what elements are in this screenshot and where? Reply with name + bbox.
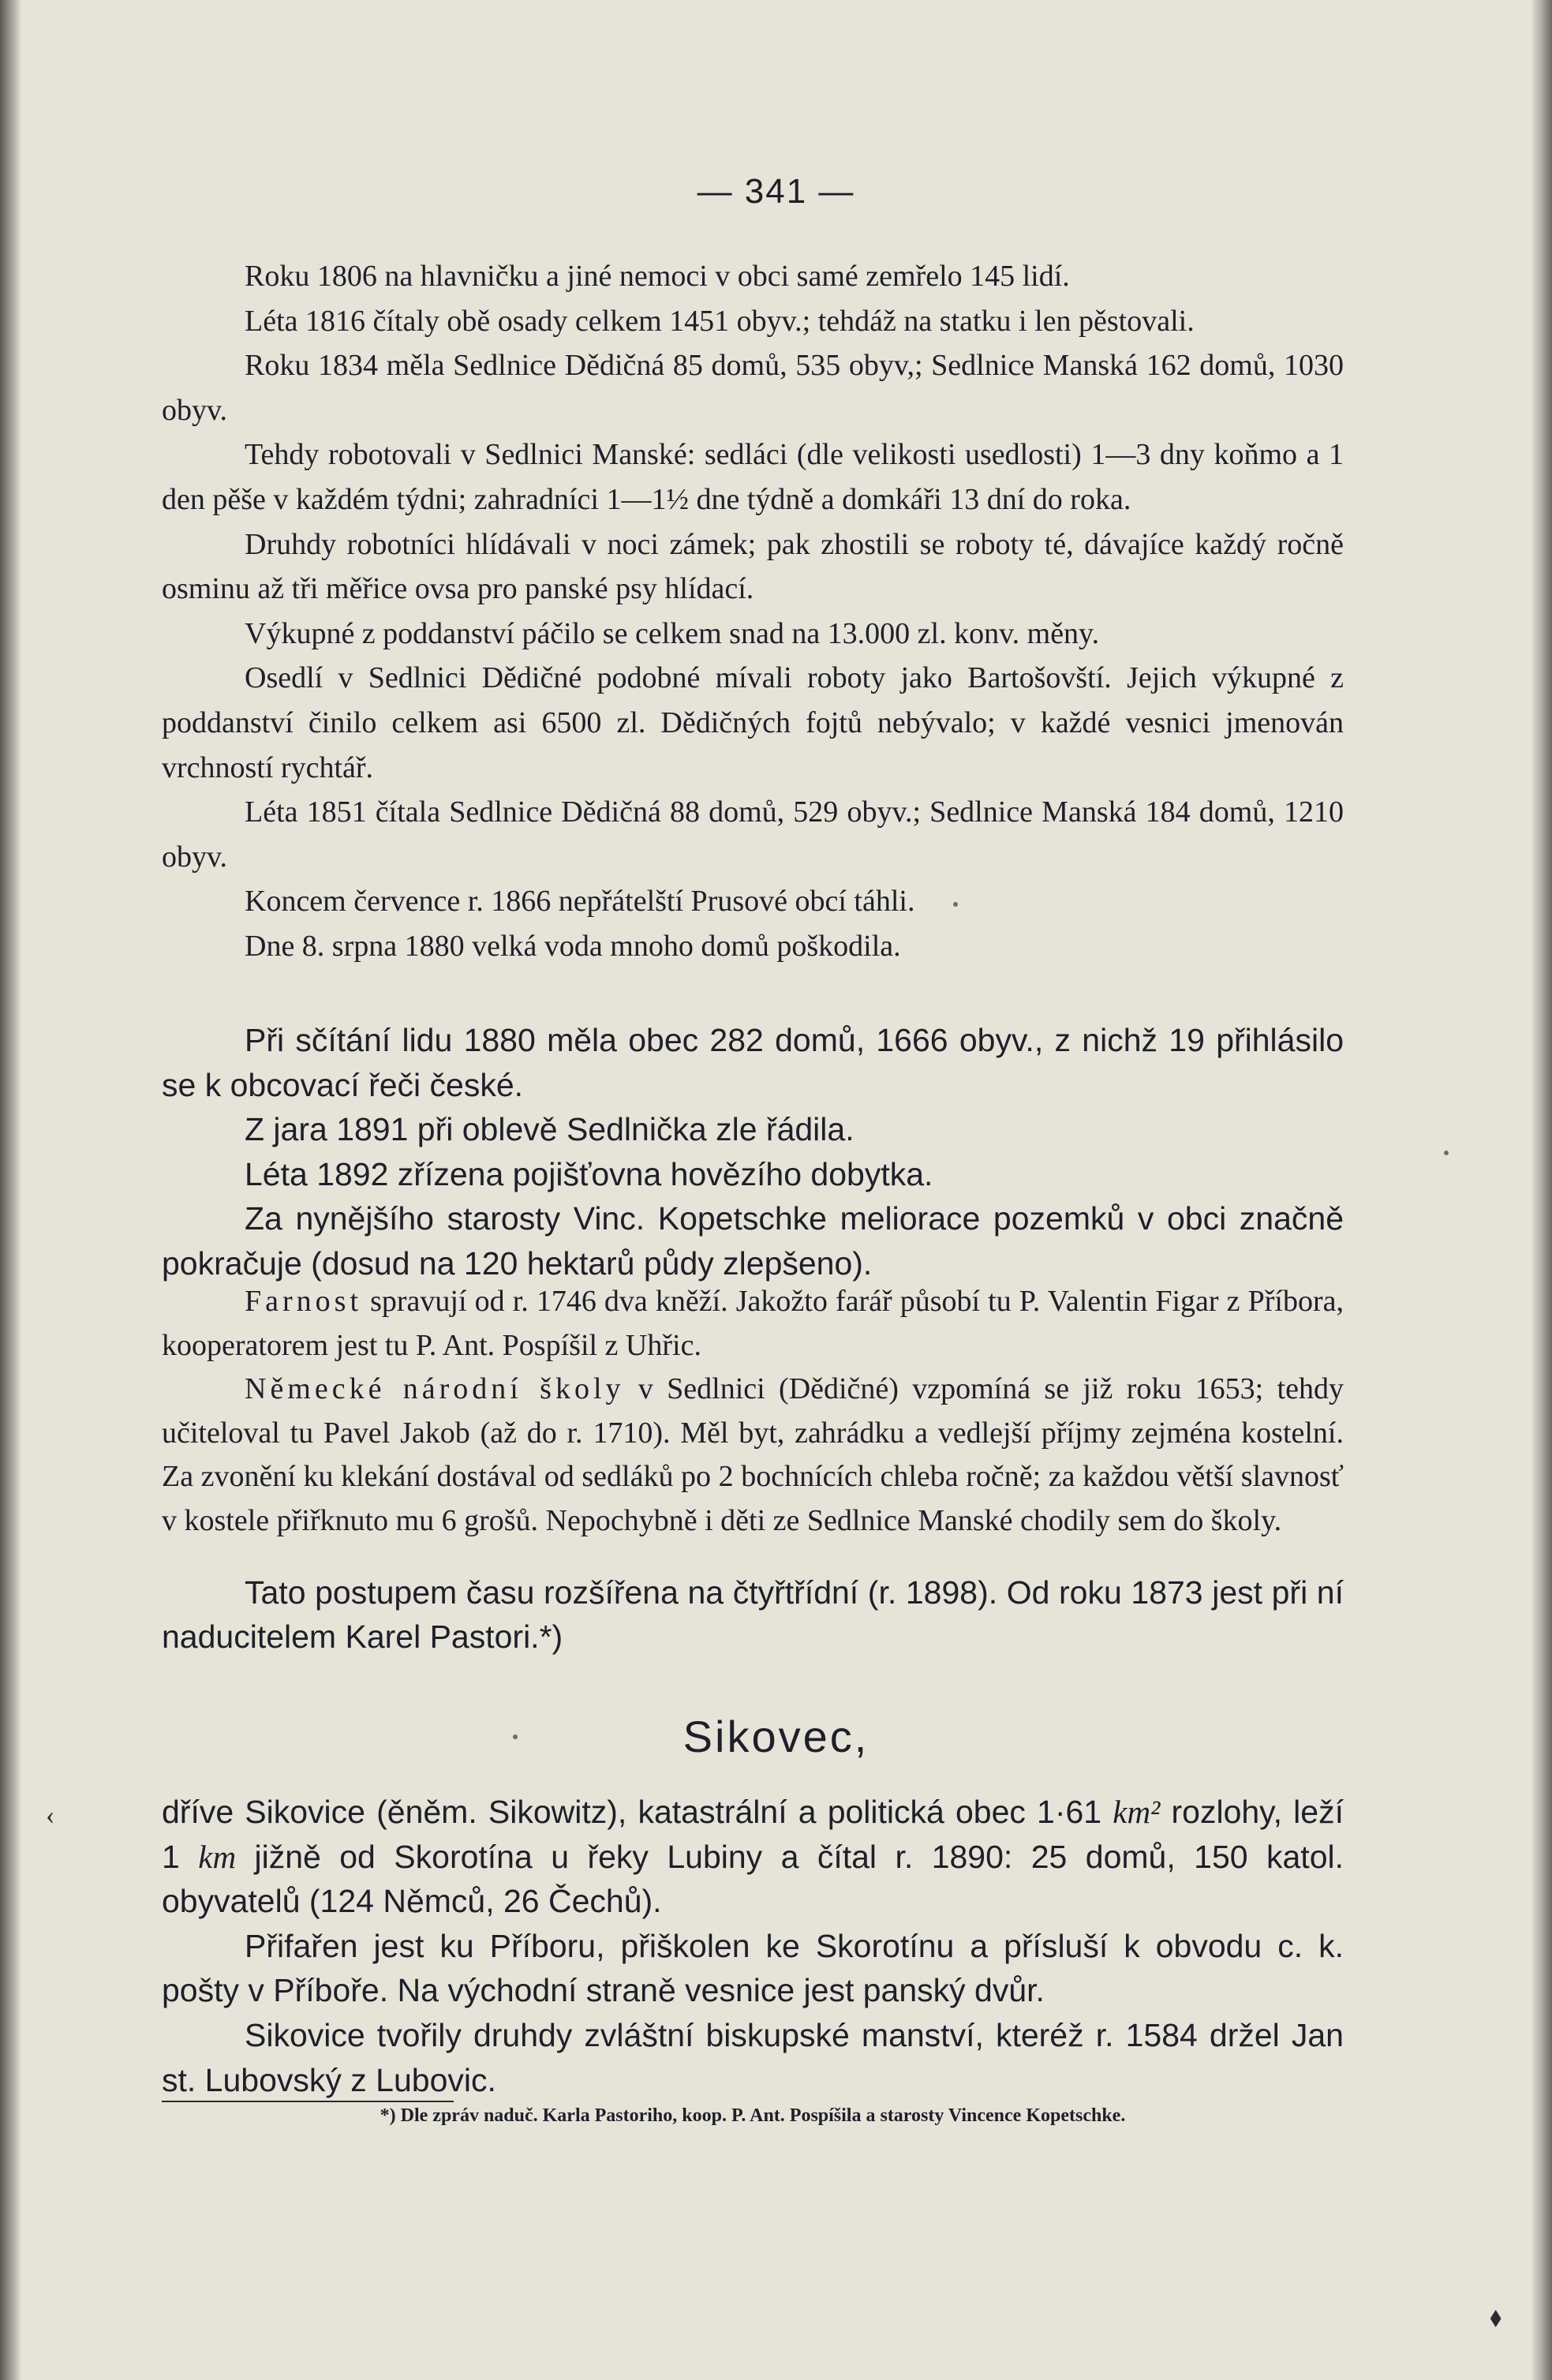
speck <box>953 902 958 907</box>
section-history-2 <box>162 1018 1344 1286</box>
paragraph: Léta 1816 čítaly obě osady celkem 1451 obyv.; tehdáž na statku i len pěstovali. <box>245 304 1195 338</box>
paragraph <box>162 1790 1344 1924</box>
paragraph: Tato postupem času rozšířena na čtyřtřídní (r. 1898). Od roku 1873 jest při ní naducitelem Karel Pastori.*) <box>162 1574 1344 1655</box>
paragraph: Roku 1806 na hlavničku a jiné nemoci v obci samé zemřelo 145 lidí. <box>245 260 1070 293</box>
paragraph: Druhdy robotníci hlídávali v noci zámek; pak zhostili se roboty té, dávajíce každý ročně osminu až tři měřice ovsa pro panské psy hlídací. <box>162 527 1344 606</box>
speck <box>513 1734 518 1739</box>
paragraph: Za nynějšího starosty Vinc. Kopetschke meliorace pozemků v obci značně pokračuje (dosud na 120 hektarů půdy zlepšeno). <box>162 1200 1344 1282</box>
paragraph: Přifařen jest ku Příboru, přiškolen ke Skorotínu a přísluší k obvodu c. k. pošty v Příboře. Na východní straně vesnice jest panský dvůr. <box>162 1927 1344 2009</box>
paragraph-text: v Sedlnici (Dědičné) vzpomíná se již roku 1653; tehdy učiteloval tu Pavel Jakob (až do r. 1710). Měl byt, zahrádku a vedlejší příjmy zejména kostelní. Za zvonění ku klekání dostával od sedláků po 2 bochnících chleba ročně; za každou větší slavnosť v kostele přiřknuto mu 6 grošů. Nepochybně i děti ze Sedlnice Manské chodily sem do školy. <box>162 1372 1344 1537</box>
paragraph: Tehdy robotovali v Sedlnici Manské: sedláci (dle velikosti usedlosti) 1—3 dny koňmo a 1 den pěše v každém týdni; zahradníci 1—1½ dne týdně a domkáři 13 dní do roka. <box>162 438 1344 516</box>
paragraph: Roku 1834 měla Sedlnice Dědičná 85 domů, 535 obyv,; Sedlnice Manská 162 domů, 1030 obyv. <box>162 349 1344 427</box>
spaced-lead: Farnost <box>245 1285 362 1318</box>
margin-arrow-icon: ‹ <box>46 1801 55 1830</box>
section-parish-school <box>162 1280 1344 1543</box>
paragraph: Výkupné z poddanství páčilo se celkem snad na 13.000 zl. konv. měny. <box>245 616 1100 650</box>
section-heading: Sikovec, <box>683 1712 869 1761</box>
page-number: — 341 — <box>697 172 855 211</box>
section-school-update <box>162 1570 1344 1659</box>
paragraph-text: rozlohy, leží 1 <box>162 1794 1344 1875</box>
paragraph: Léta 1851 čítala Sedlnice Dědičná 88 domů, 529 obyv.; Sedlnice Manská 184 domů, 1210 obyv. <box>162 795 1344 874</box>
paragraph <box>162 1368 1344 1543</box>
paragraph: Sikovice tvořily druhdy zvláštní biskupské manství, kteréž r. 1584 držel Jan st. Lubovský z Lubovic. <box>162 2016 1344 2098</box>
paragraph: Léta 1892 zřízena pojišťovna hovězího dobytka. <box>245 1155 933 1192</box>
spaced-lead: Německé národní školy <box>245 1372 625 1405</box>
paragraph: Osedlí v Sedlnici Dědičné podobné mívali roboty jako Bartošovští. Jejich výkupné z poddanství činilo celkem asi 6500 zl. Dědičných fojtů nebývalo; v každé vesnici jmenován vrchností rychtář. <box>162 661 1344 784</box>
paragraph-text: dříve Sikovice (ěněm. Sikowitz), katastrální a politická obec 1·61 <box>162 1794 1113 1830</box>
page-right-edge <box>1531 0 1552 2380</box>
footnote-rule <box>162 2101 454 2102</box>
page-left-edge <box>0 0 21 2380</box>
section-history-1 <box>162 254 1344 969</box>
paragraph: Z jara 1891 při oblevě Sedlnička zle řádila. <box>245 1111 855 1148</box>
speck <box>1444 1151 1449 1155</box>
footnote: *) Dle zpráv naduč. Karla Pastoriho, koop. P. Ant. Pospíšila a starosty Vincence Kopetschke. <box>380 2105 1126 2126</box>
paragraph-text: spravují od r. 1746 dva kněží. Jakožto farář působí tu P. Valentin Figar z Příbora, kooperatorem jest tu P. Ant. Pospíšil z Uhřic. <box>162 1285 1344 1362</box>
corner-mark-icon: ⬧ <box>1490 2303 1502 2332</box>
unit-text: km² <box>1113 1794 1161 1830</box>
paragraph: Dne 8. srpna 1880 velká voda mnoho domů poškodila. <box>245 929 901 963</box>
paragraph-text: jižně od Skorotína u řeky Lubiny a čítal r. 1890: 25 domů, 150 katol. obyvatelů (124 Němců, 26 Čechů). <box>162 1838 1344 1920</box>
unit-text: km <box>198 1838 237 1875</box>
paragraph <box>162 1280 1344 1368</box>
paragraph: Při sčítání lidu 1880 měla obec 282 domů, 1666 obyv., z nichž 19 přihlásilo se k obcovací řeči české. <box>162 1022 1344 1103</box>
section-sikovec <box>162 1790 1344 2102</box>
paragraph: Koncem července r. 1866 nepřátelští Prusové obcí táhli. <box>245 885 915 919</box>
